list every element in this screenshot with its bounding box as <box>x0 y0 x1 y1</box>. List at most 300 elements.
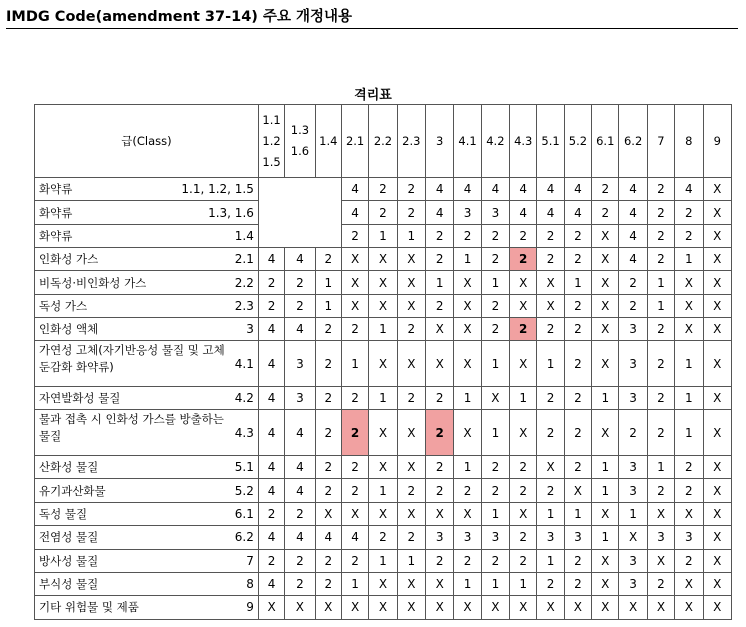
segregation-cell: 1 <box>397 224 425 247</box>
class-name: 화약류 <box>39 205 73 220</box>
segregation-cell: X <box>592 318 619 341</box>
segregation-cell: 2 <box>315 341 341 387</box>
table-row <box>35 387 732 410</box>
segregation-cell: 3 <box>619 341 647 387</box>
segregation-cell: 3 <box>454 201 481 224</box>
segregation-cell: 2 <box>341 387 368 410</box>
segregation-cell: X <box>537 456 564 479</box>
class-name: 독성 물질 <box>39 506 88 521</box>
segregation-cell: X <box>454 502 481 525</box>
segregation-cell: 4 <box>341 526 368 549</box>
segregation-cell: X <box>397 456 425 479</box>
segregation-cell: 2 <box>481 294 509 317</box>
class-name: 자연발화성 물질 <box>39 391 121 406</box>
segregation-cell: 2 <box>426 479 454 502</box>
class-number: 9 <box>246 600 254 615</box>
table-row <box>35 294 732 317</box>
segregation-cell: 3 <box>619 318 647 341</box>
column-header: 1.3 1.6 <box>285 105 315 178</box>
segregation-cell: 3 <box>537 526 564 549</box>
segregation-cell: X <box>397 596 425 619</box>
segregation-cell: X <box>315 502 341 525</box>
segregation-cell: 2 <box>564 224 591 247</box>
class-number: 1.3, 1.6 <box>208 205 254 220</box>
segregation-cell: 2 <box>315 248 341 271</box>
segregation-cell: X <box>592 248 619 271</box>
segregation-cell: 2 <box>510 318 537 341</box>
segregation-cell: 1 <box>564 502 591 525</box>
segregation-cell: 2 <box>564 572 591 595</box>
class-label-cell <box>35 178 259 201</box>
segregation-cell: 3 <box>619 572 647 595</box>
segregation-cell: X <box>369 502 397 525</box>
segregation-cell: 4 <box>619 201 647 224</box>
segregation-cell: 4 <box>341 201 368 224</box>
segregation-cell: 4 <box>619 178 647 201</box>
segregation-cell: 2 <box>285 502 315 525</box>
segregation-cell: 2 <box>647 318 674 341</box>
table-row <box>35 410 732 456</box>
segregation-cell: 2 <box>426 248 454 271</box>
segregation-cell: X <box>426 341 454 387</box>
segregation-cell: 2 <box>675 479 703 502</box>
segregation-cell: X <box>592 294 619 317</box>
segregation-cell: 2 <box>564 248 591 271</box>
segregation-cell: 4 <box>285 479 315 502</box>
segregation-cell: 2 <box>397 178 425 201</box>
segregation-cell: 4 <box>564 178 591 201</box>
class-label-cell <box>35 201 259 224</box>
segregation-cell: 2 <box>315 479 341 502</box>
segregation-cell: X <box>454 341 481 387</box>
segregation-cell: X <box>703 596 732 619</box>
class-name: 비독성·비인화성 가스 <box>39 275 147 290</box>
class-number: 2.3 <box>234 298 254 313</box>
class-label-cell <box>35 549 259 572</box>
segregation-cell: 4 <box>258 479 284 502</box>
segregation-cell: 1 <box>341 341 368 387</box>
segregation-cell: 2 <box>510 549 537 572</box>
segregation-cell: 3 <box>619 456 647 479</box>
segregation-cell: X <box>426 572 454 595</box>
segregation-cell: X <box>675 318 703 341</box>
segregation-cell: X <box>510 271 537 294</box>
segregation-cell: 1 <box>454 387 481 410</box>
segregation-cell: 2 <box>481 479 509 502</box>
segregation-cell: X <box>510 294 537 317</box>
segregation-cell: 2 <box>564 549 591 572</box>
column-header: 8 <box>675 105 703 178</box>
segregation-cell: X <box>592 224 619 247</box>
segregation-cell: 2 <box>647 341 674 387</box>
segregation-cell: 2 <box>647 201 674 224</box>
segregation-cell: 2 <box>397 318 425 341</box>
class-name: 유기과산화물 <box>39 483 106 498</box>
segregation-cell: 4 <box>258 318 284 341</box>
segregation-cell: 1 <box>647 456 674 479</box>
class-name: 화약류 <box>39 228 73 243</box>
segregation-cell: 2 <box>258 294 284 317</box>
column-header: 5.2 <box>564 105 591 178</box>
segregation-cell: X <box>454 271 481 294</box>
class-number: 4.3 <box>234 425 254 440</box>
segregation-cell: 2 <box>285 549 315 572</box>
column-header: 1.1 1.2 1.5 <box>258 105 284 178</box>
segregation-cell: X <box>703 387 732 410</box>
segregation-cell: 2 <box>592 201 619 224</box>
segregation-cell: 2 <box>537 572 564 595</box>
segregation-cell: X <box>258 596 284 619</box>
table-row <box>35 526 732 549</box>
segregation-cell: 2 <box>315 318 341 341</box>
segregation-cell: X <box>619 526 647 549</box>
segregation-cell: 2 <box>454 224 481 247</box>
segregation-cell: 2 <box>619 410 647 456</box>
segregation-cell: X <box>341 294 368 317</box>
class-name: 가연성 고체(자기반응성 물질 및 고체 둔감화 화약류) <box>39 342 225 374</box>
segregation-cell: X <box>703 224 732 247</box>
class-name: 물과 접촉 시 인화성 가스를 방출하는 물질 <box>39 411 224 443</box>
segregation-cell: X <box>592 341 619 387</box>
table-row <box>35 341 732 387</box>
column-header: 2.1 <box>341 105 368 178</box>
segregation-cell: 2 <box>397 387 425 410</box>
column-header: 4.3 <box>510 105 537 178</box>
segregation-cell: 1 <box>481 341 509 387</box>
class-name: 부식성 물질 <box>39 577 99 592</box>
table-row <box>35 596 732 619</box>
segregation-cell: 2 <box>341 410 368 456</box>
segregation-cell: 3 <box>619 387 647 410</box>
segregation-cell: 2 <box>675 224 703 247</box>
segregation-cell: 1 <box>341 572 368 595</box>
segregation-cell: 3 <box>481 526 509 549</box>
segregation-cell: 4 <box>258 248 284 271</box>
segregation-cell: X <box>285 596 315 619</box>
column-header: 2.3 <box>397 105 425 178</box>
class-number: 6.2 <box>234 530 254 545</box>
class-number: 2.2 <box>234 275 254 290</box>
segregation-cell: 2 <box>315 387 341 410</box>
segregation-cell: 1 <box>510 387 537 410</box>
segregation-cell: 1 <box>592 479 619 502</box>
segregation-cell: 1 <box>592 526 619 549</box>
segregation-cell: 2 <box>510 479 537 502</box>
segregation-cell: 1 <box>397 549 425 572</box>
segregation-cell: 1 <box>675 248 703 271</box>
segregation-cell: 4 <box>619 248 647 271</box>
segregation-cell: 1 <box>369 387 397 410</box>
segregation-cell: X <box>647 502 674 525</box>
segregation-cell: 2 <box>454 479 481 502</box>
segregation-cell: X <box>510 596 537 619</box>
segregation-cell: 1 <box>481 502 509 525</box>
class-label-cell <box>35 410 259 456</box>
segregation-cell: X <box>341 271 368 294</box>
table-row <box>35 178 732 201</box>
segregation-cell: 2 <box>647 479 674 502</box>
segregation-cell: X <box>341 596 368 619</box>
segregation-cell: 1 <box>647 294 674 317</box>
segregation-cell: 2 <box>647 178 674 201</box>
segregation-cell: 2 <box>341 549 368 572</box>
segregation-cell: 2 <box>675 201 703 224</box>
segregation-cell: 4 <box>510 201 537 224</box>
segregation-cell: 3 <box>481 201 509 224</box>
class-name: 인화성 가스 <box>39 252 99 267</box>
column-header: 6.1 <box>592 105 619 178</box>
class-label-cell <box>35 248 259 271</box>
column-header: 7 <box>647 105 674 178</box>
segregation-cell: 2 <box>537 318 564 341</box>
segregation-cell: 2 <box>258 271 284 294</box>
segregation-cell: 2 <box>397 201 425 224</box>
segregation-cell: 2 <box>564 341 591 387</box>
table-row <box>35 248 732 271</box>
segregation-cell: X <box>454 410 481 456</box>
segregation-cell: 4 <box>619 224 647 247</box>
segregation-cell: 2 <box>510 248 537 271</box>
segregation-cell: X <box>592 410 619 456</box>
class-label-cell <box>35 456 259 479</box>
table-header-row <box>35 105 732 178</box>
segregation-cell: 4 <box>426 178 454 201</box>
segregation-cell: 1 <box>315 271 341 294</box>
segregation-cell: 1 <box>481 410 509 456</box>
segregation-cell: 1 <box>647 271 674 294</box>
segregation-cell: 2 <box>537 224 564 247</box>
segregation-cell: X <box>481 596 509 619</box>
class-number: 8 <box>246 577 254 592</box>
segregation-cell: X <box>369 341 397 387</box>
segregation-cell: 4 <box>258 526 284 549</box>
segregation-cell: X <box>703 178 732 201</box>
class-name: 화약류 <box>39 182 73 197</box>
blank-cell <box>258 178 341 248</box>
segregation-cell: 3 <box>285 341 315 387</box>
class-label-cell <box>35 224 259 247</box>
column-header: 1.4 <box>315 105 341 178</box>
segregation-cell: 3 <box>675 526 703 549</box>
segregation-cell: X <box>703 526 732 549</box>
segregation-cell: 1 <box>426 271 454 294</box>
segregation-cell: X <box>675 596 703 619</box>
segregation-cell: 2 <box>341 224 368 247</box>
table-row <box>35 479 732 502</box>
table-row <box>35 549 732 572</box>
segregation-cell: 4 <box>510 178 537 201</box>
segregation-cell: 2 <box>481 224 509 247</box>
segregation-cell: 2 <box>647 410 674 456</box>
segregation-cell: 2 <box>426 224 454 247</box>
segregation-cell: X <box>369 271 397 294</box>
segregation-cell: 2 <box>564 318 591 341</box>
class-name: 기타 위험물 및 제품 <box>39 600 139 615</box>
segregation-cell: 4 <box>341 178 368 201</box>
segregation-cell: X <box>369 572 397 595</box>
segregation-cell: 2 <box>675 549 703 572</box>
segregation-cell: 2 <box>510 526 537 549</box>
segregation-cell: X <box>341 502 368 525</box>
segregation-cell: 1 <box>537 502 564 525</box>
column-header: 4.1 <box>454 105 481 178</box>
segregation-cell: 3 <box>285 387 315 410</box>
segregation-cell: 1 <box>537 549 564 572</box>
segregation-cell: 4 <box>454 178 481 201</box>
segregation-cell: 2 <box>369 526 397 549</box>
table-row <box>35 201 732 224</box>
segregation-cell: X <box>703 502 732 525</box>
segregation-cell: 2 <box>564 410 591 456</box>
segregation-cell: 4 <box>258 572 284 595</box>
segregation-cell: 2 <box>426 410 454 456</box>
segregation-cell: 1 <box>510 572 537 595</box>
segregation-cell: 1 <box>454 456 481 479</box>
segregation-cell: X <box>703 318 732 341</box>
segregation-cell: X <box>426 502 454 525</box>
segregation-cell: X <box>454 596 481 619</box>
segregation-cell: 2 <box>397 479 425 502</box>
segregation-cell: X <box>369 596 397 619</box>
segregation-cell: 2 <box>285 572 315 595</box>
segregation-cell: 4 <box>258 387 284 410</box>
segregation-cell: 4 <box>258 341 284 387</box>
class-label-cell <box>35 502 259 525</box>
class-name: 전염성 물질 <box>39 530 99 545</box>
segregation-cell: 1 <box>369 549 397 572</box>
class-name: 산화성 물질 <box>39 460 99 475</box>
segregation-cell: 2 <box>285 271 315 294</box>
segregation-cell: 2 <box>481 248 509 271</box>
segregation-cell: 4 <box>315 526 341 549</box>
segregation-cell: 1 <box>619 502 647 525</box>
class-label-cell <box>35 318 259 341</box>
segregation-cell: 4 <box>564 201 591 224</box>
class-label-cell <box>35 479 259 502</box>
segregation-cell: 1 <box>675 387 703 410</box>
segregation-cell: 3 <box>619 549 647 572</box>
segregation-cell: 1 <box>481 572 509 595</box>
segregation-cell: 2 <box>315 410 341 456</box>
segregation-cell: X <box>315 596 341 619</box>
segregation-cell: X <box>369 248 397 271</box>
segregation-cell: 1 <box>675 341 703 387</box>
segregation-cell: 4 <box>285 410 315 456</box>
table-row <box>35 502 732 525</box>
segregation-cell: 2 <box>675 456 703 479</box>
segregation-cell: X <box>341 248 368 271</box>
segregation-cell: 2 <box>619 271 647 294</box>
segregation-cell: 4 <box>285 318 315 341</box>
class-name: 방사성 물질 <box>39 553 99 568</box>
segregation-cell: 1 <box>369 224 397 247</box>
segregation-cell: X <box>369 456 397 479</box>
segregation-cell: X <box>703 201 732 224</box>
segregation-cell: 1 <box>481 271 509 294</box>
segregation-cell: 2 <box>341 318 368 341</box>
segregation-cell: 2 <box>258 549 284 572</box>
segregation-cell: X <box>537 271 564 294</box>
table-row <box>35 318 732 341</box>
segregation-cell: 2 <box>285 294 315 317</box>
segregation-cell: X <box>537 596 564 619</box>
segregation-cell: X <box>703 572 732 595</box>
segregation-cell: X <box>481 387 509 410</box>
segregation-cell: 2 <box>481 549 509 572</box>
segregation-cell: 1 <box>315 294 341 317</box>
class-label-cell <box>35 387 259 410</box>
segregation-cell: 2 <box>315 456 341 479</box>
segregation-cell: 2 <box>537 410 564 456</box>
segregation-cell: 4 <box>675 178 703 201</box>
segregation-cell: 3 <box>647 526 674 549</box>
segregation-cell: 1 <box>537 341 564 387</box>
column-header: 4.2 <box>481 105 509 178</box>
document-title: IMDG Code(amendment 37-14) 주요 개정내용 <box>6 6 738 29</box>
class-number: 3 <box>246 322 254 337</box>
segregation-cell: X <box>564 479 591 502</box>
class-name: 인화성 액체 <box>39 322 99 337</box>
segregation-cell: 2 <box>481 318 509 341</box>
class-label-cell <box>35 572 259 595</box>
segregation-cell: 4 <box>258 456 284 479</box>
segregation-cell: X <box>647 596 674 619</box>
segregation-cell: 4 <box>426 201 454 224</box>
segregation-cell: 2 <box>647 387 674 410</box>
class-number: 4.2 <box>234 391 254 406</box>
segregation-cell: 3 <box>619 479 647 502</box>
class-label-cell <box>35 526 259 549</box>
column-header: 5.1 <box>537 105 564 178</box>
segregation-cell: 2 <box>258 502 284 525</box>
segregation-cell: 2 <box>619 294 647 317</box>
segregation-cell: 2 <box>537 387 564 410</box>
segregation-cell: X <box>647 549 674 572</box>
segregation-cell: 3 <box>454 526 481 549</box>
segregation-cell: 4 <box>481 178 509 201</box>
column-header: 3 <box>426 105 454 178</box>
segregation-cell: 2 <box>510 224 537 247</box>
segregation-cell: 1 <box>454 572 481 595</box>
segregation-cell: X <box>675 502 703 525</box>
class-number: 6.1 <box>234 506 254 521</box>
segregation-cell: X <box>397 410 425 456</box>
class-number: 4.1 <box>234 356 254 371</box>
class-column-header: 급(Class) <box>35 105 259 178</box>
segregation-cell: 2 <box>510 456 537 479</box>
segregation-cell: 2 <box>341 479 368 502</box>
segregation-cell: X <box>510 502 537 525</box>
segregation-cell: 3 <box>564 526 591 549</box>
column-header: 2.2 <box>369 105 397 178</box>
segregation-cell: X <box>592 502 619 525</box>
segregation-cell: 4 <box>537 201 564 224</box>
segregation-cell: 2 <box>315 572 341 595</box>
class-label-cell <box>35 596 259 619</box>
segregation-cell: X <box>426 318 454 341</box>
class-label-cell <box>35 294 259 317</box>
segregation-cell: 2 <box>426 456 454 479</box>
segregation-cell: 1 <box>592 387 619 410</box>
segregation-cell: X <box>592 549 619 572</box>
segregation-cell: 4 <box>258 410 284 456</box>
class-number: 5.2 <box>234 483 254 498</box>
segregation-cell: X <box>397 294 425 317</box>
column-header: 9 <box>703 105 732 178</box>
segregation-cell: X <box>703 248 732 271</box>
segregation-cell: X <box>397 572 425 595</box>
segregation-cell: 2 <box>537 479 564 502</box>
